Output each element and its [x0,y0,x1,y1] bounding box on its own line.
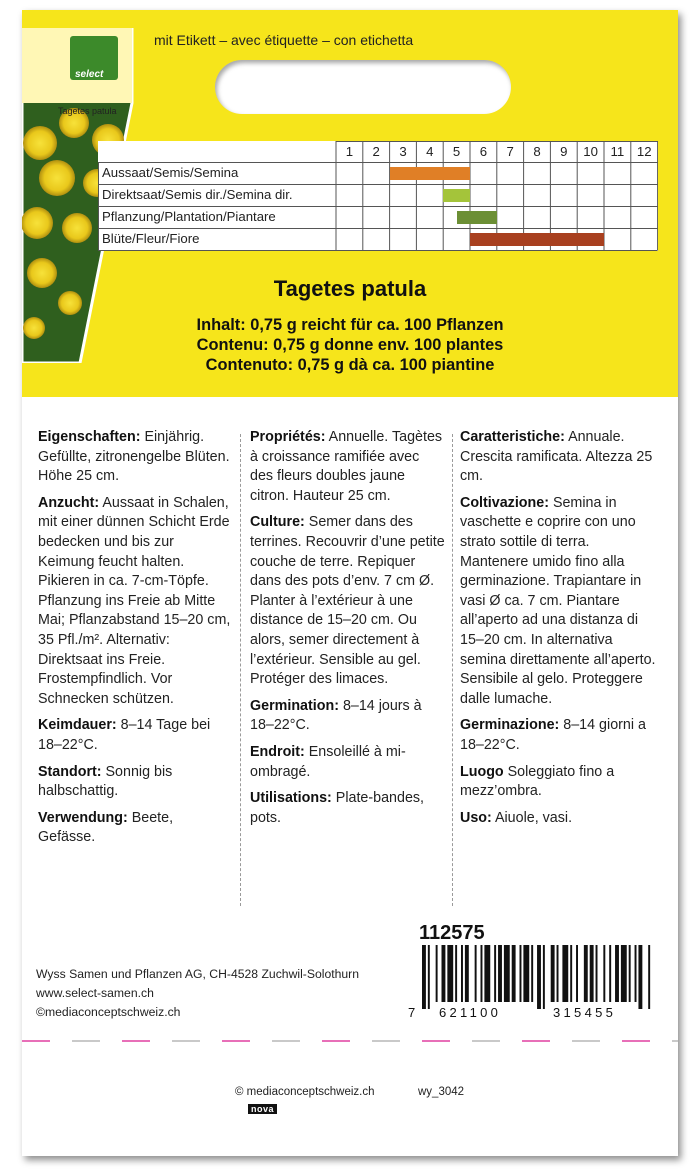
calendar-month-11: 11 [610,144,625,159]
info-text: Ensoleillé à mi-ombragé. [250,743,406,780]
cut-line [22,1040,678,1042]
info-paragraph [250,697,446,736]
barcode-left-digits: 621100 [439,1005,502,1020]
content-de: Inhalt: 0,75 g reicht für ca. 100 Pflanzen [196,316,504,334]
info-paragraph [460,494,660,710]
info-text: Annuelle. Tagètes à croissance ramifiée avec des fleurs doubles jaune citron. Hauteur 25 cm. [250,429,443,504]
barcode-first-digit: 7 [408,1005,416,1020]
column-german [38,428,234,855]
column-divider [240,434,241,906]
calendar-bar [457,211,497,224]
label-note: mit Etikett – avec étiquette – con etichetta [154,32,414,48]
calendar-month-4: 4 [426,144,434,159]
footer-copyright: © mediaconceptschweiz.ch [235,1086,375,1098]
article-number: 112575 [419,922,485,944]
calendar-month-6: 6 [479,144,488,159]
column-french [250,428,446,835]
info-text: Annuale. Crescita ramificata. Altezza 25 cm. [460,429,653,485]
company-copyright: ©mediaconceptschweiz.ch [36,1005,181,1019]
calendar-month-5: 5 [452,144,461,159]
page-title: Tagetes patula [273,276,427,301]
info-paragraph [38,763,234,802]
info-text: 8–14 jours à 18–22°C. [250,697,422,734]
column-divider [452,434,453,906]
info-text: Einjährig. Gefüllte, zitronengelbe Blüten. Höhe 25 cm. [38,429,230,485]
tag-plant-name: Tagetes patula [58,106,117,116]
barcode-right-digits: 315455 [553,1005,617,1020]
info-paragraph [460,809,660,829]
select-logo: select [75,69,104,80]
calendar-bar [470,233,604,246]
calendar-bar [390,167,470,180]
calendar-month-9: 9 [560,144,568,159]
info-paragraph [250,428,446,506]
info-heading: Anzucht: [38,494,100,511]
info-text: Aiuole, vasi. [491,809,573,826]
nova-logo: nova [248,1104,277,1114]
column-italian [460,428,660,835]
calendar-row-label: Blüte/Fleur/Fiore [102,231,200,246]
info-text: Plate-bandes, pots. [250,790,425,826]
info-heading: Standort: [38,763,102,780]
info-heading: Utilisations: [250,790,332,807]
info-text: 8–14 giorni a 18–22°C. [460,717,646,753]
info-text: Beete, Gefässe. [38,809,174,846]
info-heading: Keimdauer: [38,717,117,734]
info-heading: Eigenschaften: [38,429,141,445]
info-heading: Germination: [250,697,339,714]
content-info [22,315,678,375]
info-text: Semina in vaschette e coprire con uno strato sottile di terra. Mantenere umido fino alla germinazione. Trapiantare in vasi Ø ca. 7 cm. Piantare all’aperto ad una distanza di 15–20 cm. In alternativa semina direttamente all’aperto. Sensibile al gelo. Proteggere dalle lumache. [460,494,656,707]
info-heading: Uso: [460,809,492,826]
info-paragraph [460,716,660,755]
info-paragraph [460,428,660,487]
info-text: Semer dans des terrines. Recouvrir d’une petite couche de terre. Repiquer dans des pots d’env. 7 cm Ø. Planter à l’extérieur à une distance de 15–20 cm. Ou alors, semer directement à l’extérieur. Sensible au gel. Protéger des limaces. [250,514,445,688]
barcode [422,945,662,1009]
info-text: Soleggiato fino a mezz’ombra. [460,763,615,800]
info-paragraph [250,513,446,689]
content-fr: Contenu: 0,75 g donne env. 100 plantes [196,336,504,354]
info-heading: Luogo [460,763,504,780]
calendar-bar [443,189,470,202]
calendar-month-2: 2 [372,144,380,159]
info-heading: Propriétés: [250,429,326,445]
info-heading: Germinazione: [460,717,560,734]
sowing-calendar [98,141,658,251]
info-paragraph [38,809,234,848]
info-paragraph [38,494,234,710]
info-paragraph [38,716,234,755]
info-paragraph [250,743,446,782]
seed-packet [22,10,678,1156]
info-paragraph [460,763,660,802]
calendar-row-label: Aussaat/Semis/Semina [102,165,239,180]
hang-hole [215,60,511,114]
content-it: Contenuto: 0,75 g dà ca. 100 piantine [205,356,495,374]
calendar-month-3: 3 [399,144,407,159]
calendar-month-1: 1 [345,144,354,159]
calendar-month-8: 8 [533,144,541,159]
calendar-row-label: Direktsaat/Semis dir./Semina dir. [102,187,293,202]
info-heading: Culture: [250,514,305,531]
calendar-row-label: Pflanzung/Plantation/Piantare [102,209,276,224]
footer-reference: wy_3042 [418,1086,465,1098]
info-text: Sonnig bis halbschattig. [38,763,173,800]
info-paragraph [250,789,446,828]
info-heading: Verwendung: [38,809,128,826]
company-website: www.select-samen.ch [36,986,154,1000]
info-heading: Endroit: [250,743,305,760]
info-paragraph [38,428,234,487]
info-heading: Coltivazione: [460,494,549,511]
calendar-month-10: 10 [583,144,598,159]
info-text: 8–14 Tage bei 18–22°C. [38,717,211,753]
info-heading: Caratteristiche: [460,429,565,445]
calendar-month-7: 7 [506,144,514,159]
calendar-month-12: 12 [636,144,652,159]
info-text: Aussaat in Schalen, mit einer dünnen Schicht Erde bedecken und bis zur Keimung feucht halten. Pikieren in ca. 7-cm-Töpfe. Pflanzung ins Freie ab Mitte Mai; Pflanzabstand 15–20 cm, 35 Pfl./m². Alternativ: Direktsaat ins Freie. Frostempfindlich. Vor Schnecken schützen. [38,494,231,707]
company-name: Wyss Samen und Pflanzen AG, CH-4528 Zuchwil-Solothurn [36,967,360,981]
